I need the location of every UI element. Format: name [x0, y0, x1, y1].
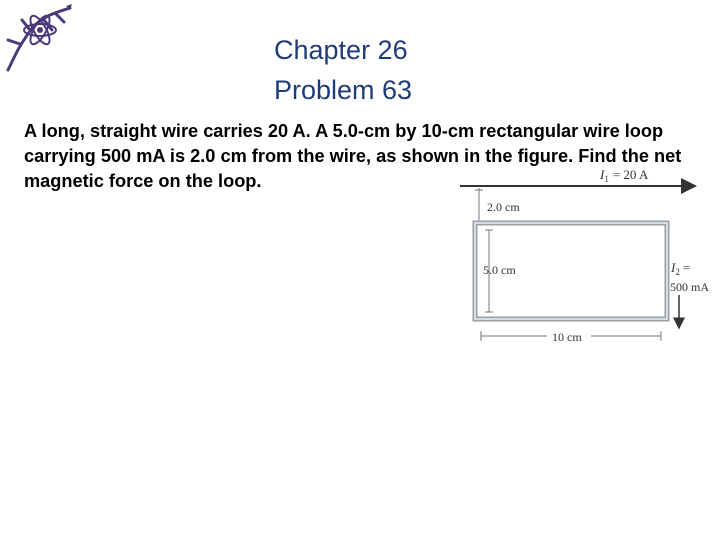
current1-label: $I_1 = 20$ A [600, 167, 649, 184]
problem-statement: A long, straight wire carries 20 A. A 5.0-cm by 10-cm rectangular wire loop carrying 500 mA is 2.0 cm from the wire, as shown in the figure. Find the net magnetic force on the loop. [24, 121, 682, 191]
slide-title [274, 30, 412, 110]
problem-heading: Problem 63 [274, 75, 413, 105]
chapter-heading: Chapter 26 [274, 35, 408, 65]
lizard-logo-icon [0, 0, 78, 78]
current2-value: 500 mA [670, 280, 709, 294]
width-label: 10 cm [552, 330, 582, 344]
height-label: 5.0 cm [483, 263, 516, 277]
gap-label: 2.0 cm [487, 200, 520, 214]
wire-loop-figure [455, 160, 720, 355]
current2-label: $I_2$ = [671, 260, 691, 277]
